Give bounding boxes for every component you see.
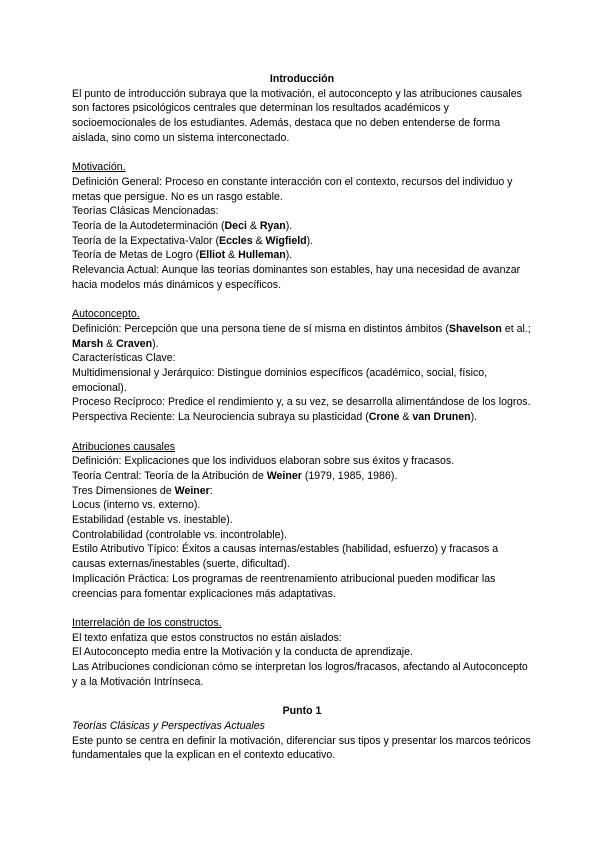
theory-metas-logro: Teoría de Metas de Logro (Elliot & Hulleman). — [72, 249, 293, 262]
motivacion-definition: Definición General: Proceso en constante interacción con el contexto, recursos del individuo y metas que persigue. No es un rasgo estable. — [72, 175, 513, 203]
theory-autodeterminacion: Teoría de la Autodeterminación (Deci & Ryan). — [72, 220, 293, 233]
author-craven: Craven — [116, 337, 153, 350]
punto1-subtitle: Teorías Clásicas y Perspectivas Actuales — [72, 719, 265, 732]
motivacion-relevance: Relevancia Actual: Aunque las teorías dominantes son estables, hay una necesidad de avanzar hacia modelos más dinámicos y específicos. — [72, 264, 521, 291]
atribuciones-style: Estilo Atributivo Típico: Éxitos a causas internas/estables (habilidad, esfuerzo) y fracasos a causas externas/inestables (suerte, dificultad). — [72, 543, 499, 571]
author-elliot: Elliot — [199, 249, 226, 262]
author-weiner: Weiner — [266, 469, 302, 482]
author-hulleman: Hulleman — [238, 249, 286, 262]
autoconcepto-multidimensional: Multidimensional y Jerárquico: Distingue dominios específicos (académico, social, físico, emocional). — [72, 367, 488, 394]
atribuciones-dimensions-label: Tres Dimensiones de Weiner: — [72, 484, 213, 497]
atribuciones-implication: Implicación Práctica: Los programas de reentrenamiento atribucional pueden modificar las creencias para fomentar explicaciones más adaptativas. — [72, 572, 496, 600]
intro-paragraph: El punto de introducción subraya que la motivación, el autoconcepto y las atribuciones causales son factores psicológicos centrales que determinan los resultados académicos y socioemocionales de los estudiantes. Además, destaca que no deben entenderse de forma aislada, sino como un sistema interconectado. — [72, 87, 522, 144]
atribuciones-definition: Definición: Explicaciones que los individuos elaboran sobre sus éxitos y fracasos. — [72, 455, 455, 468]
author-eccles: Eccles — [219, 234, 253, 247]
autoconcepto-definition: Definición: Percepción que una persona tiene de sí misma en distintos ámbitos (Shavelson et al.; Marsh & Craven). — [72, 322, 531, 350]
author-van-drunen: van Drunen — [412, 411, 471, 424]
author-shavelson: Shavelson — [448, 322, 502, 335]
author-marsh: Marsh — [72, 337, 104, 350]
author-ryan: Ryan — [259, 220, 286, 233]
atribuciones-heading: Atribuciones causales — [72, 440, 176, 453]
document-page — [72, 72, 532, 763]
interrelacion-line-1: El texto enfatiza que estos constructos no están aislados: — [72, 631, 342, 644]
interrelacion-heading: Interrelación de los constructos. — [72, 616, 222, 629]
autoconcepto-perspective: Perspectiva Reciente: La Neurociencia subraya su plasticidad (Crone & van Drunen). — [72, 411, 478, 424]
autoconcepto-process: Proceso Recíproco: Predice el rendimiento y, a su vez, se desarrolla alimentándose de los logros. — [72, 396, 531, 409]
author-weiner: Weiner — [174, 484, 210, 497]
spacer — [72, 425, 532, 440]
author-wigfield: Wigfield — [265, 234, 307, 247]
motivacion-heading: Motivación. — [72, 161, 126, 174]
interrelacion-line-3: Las Atribuciones condicionan cómo se interpretan los logros/fracasos, afectando al Autoconcepto y a la Motivación Intrínseca. — [72, 661, 528, 688]
dimension-controlabilidad: Controlabilidad (controlable vs. incontrolable). — [72, 528, 287, 541]
dimension-locus: Locus (interno vs. externo). — [72, 499, 201, 512]
autoconcepto-heading: Autoconcepto. — [72, 308, 140, 321]
intro-title: Introducción — [269, 73, 335, 85]
author-deci: Deci — [224, 220, 247, 233]
atribuciones-theory: Teoría Central: Teoría de la Atribución de Weiner (1979, 1985, 1986). — [72, 469, 398, 482]
punto1-paragraph: Este punto se centra en definir la motivación, diferenciar sus tipos y presentar los marcos teóricos fundamentales que la explican en el contexto educativo. — [72, 734, 531, 762]
interrelacion-line-2: El Autoconcepto media entre la Motivación y la conducta de aprendizaje. — [72, 646, 413, 659]
punto1-title: Punto 1 — [282, 705, 322, 718]
spacer — [72, 146, 532, 161]
spacer — [72, 601, 532, 616]
dimension-estabilidad: Estabilidad (estable vs. inestable). — [72, 514, 233, 527]
theory-expectativa-valor: Teoría de la Expectativa-Valor (Eccles & Wigfield). — [72, 234, 314, 247]
author-crone: Crone — [368, 411, 400, 424]
autoconcepto-features-label: Características Clave: — [72, 352, 176, 365]
spacer — [72, 689, 532, 704]
spacer — [72, 293, 532, 308]
motivacion-theories-label: Teorías Clásicas Mencionadas: — [72, 205, 219, 218]
